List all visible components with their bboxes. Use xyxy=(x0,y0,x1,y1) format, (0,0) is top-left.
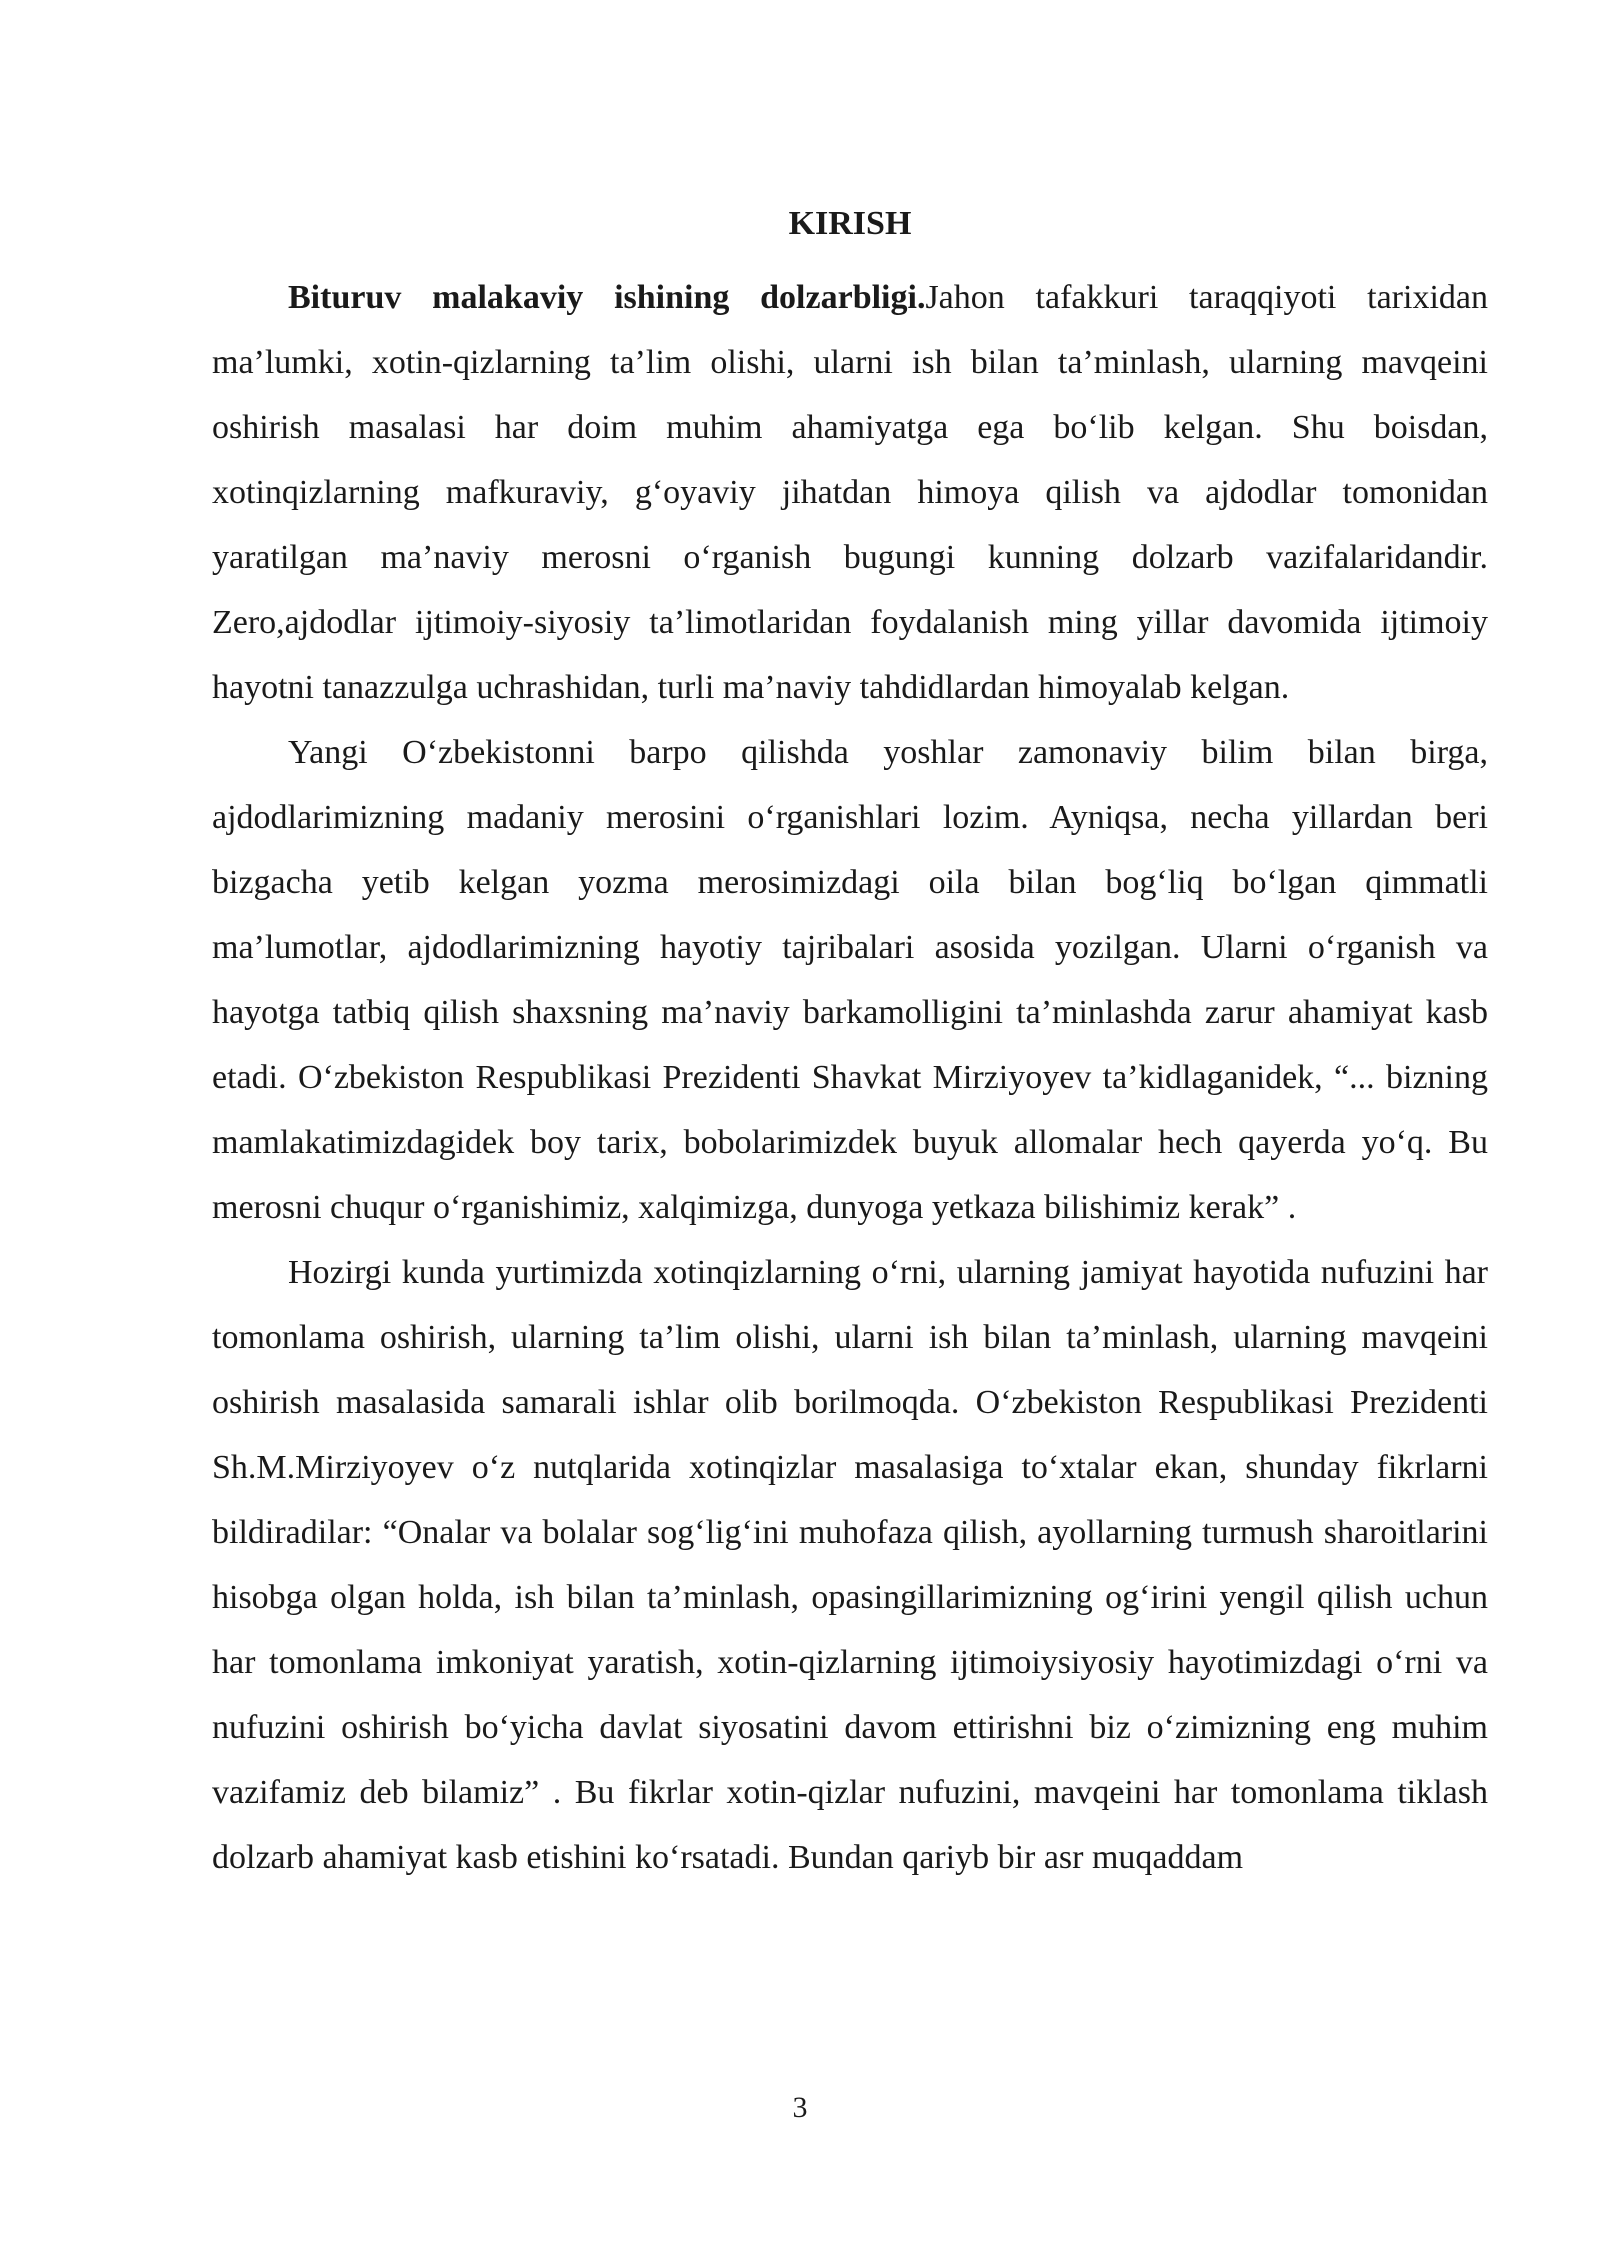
paragraph-2-text: Yangi O‘zbekistonni barpo qilishda yoshlar zamonaviy bilim bilan birga, ajdodlarimizning madaniy merosini o‘rganishlari lozim. Ayniqsa, necha yillardan beri bizgacha yetib kelgan yozma merosimizdagi oila bilan bog‘liq bo‘lgan qimmatli ma’lumotlar, ajdodlarimizning hayotiy tajribalari asosida yozilgan. Ularni o‘rganish va hayotga tatbiq qilish shaxsning ma’naviy barkamolligini ta’minlashda zarur ahamiyat kasb etadi. O‘zbekiston Respublikasi Prezidenti Shavkat Mirziyoyev ta’kidlaganidek, “... bizning mamlakatimizdagidek boy tarix, bobolarimizdek buyuk allomalar hech qayerda yo‘q. Bu merosni chuqur o‘rganishimiz, xalqimizga, dunyoga yetkaza bilishimiz kerak” . xyxy=(212,734,1488,1226)
section-heading: KIRISH xyxy=(788,205,912,242)
paragraph-2 xyxy=(212,720,1488,1240)
paragraph-1 xyxy=(212,265,1488,720)
document-page xyxy=(212,200,1488,1890)
paragraph-lead-bold: Bituruv malakaviy ishining dolzarbligi. xyxy=(288,279,926,316)
page-number: 3 xyxy=(792,2091,808,2124)
paragraph-3-text: Hozirgi kunda yurtimizda xotinqizlarning o‘rni, ularning jamiyat hayotida nufuzini har tomonlama oshirish, ularning ta’lim olishi, ularni ish bilan ta’minlash, ularning mavqeini oshirish masalasida samarali ishlar olib borilmoqda. O‘zbekiston Respublikasi Prezidenti Sh.M.Mirziyoyev o‘z nutqlarida xotinqizlar masalasiga to‘xtalar ekan, shunday fikrlarni bildiradilar: “Onalar va bolalar sog‘lig‘ini muhofaza qilish, ayollarning turmush sharoitlarini hisobga olgan holda, ish bilan ta’minlash, opasingillarimizning og‘irini yengil qilish uchun har tomonlama imkoniyat yaratish, xotin-qizlarning ijtimoiysiyosiy hayotimizdagi o‘rni va nufuzini oshirish bo‘yicha davlat siyosatini davom ettirishni biz o‘zimizning eng muhim vazifamiz deb bilamiz” . Bu fikrlar xotin-qizlar nufuzini, mavqeini har tomonlama tiklash dolzarb ahamiyat kasb etishini ko‘rsatadi. Bundan qariyb bir asr muqaddam xyxy=(212,1254,1488,1876)
paragraph-1-text: Jahon tafakkuri taraqqiyoti tarixidan ma’lumki, xotin-qizlarning ta’lim olishi, ularni ish bilan ta’minlash, ularning mavqeini oshirish masalasi har doim muhim ahamiyatga ega bo‘lib kelgan. Shu boisdan, xotinqizlarning mafkuraviy, g‘oyaviy jihatdan himoya qilish va ajdodlar tomonidan yaratilgan ma’naviy merosni o‘rganish bugungi kunning dolzarb vazifalaridandir. Zero,ajdodlar ijtimoiy-siyosiy ta’limotlaridan foydalanish ming yillar davomida ijtimoiy hayotni tanazzulga uchrashidan, turli ma’naviy tahdidlardan himoyalab kelgan. xyxy=(212,279,1488,706)
paragraph-3 xyxy=(212,1240,1488,1890)
